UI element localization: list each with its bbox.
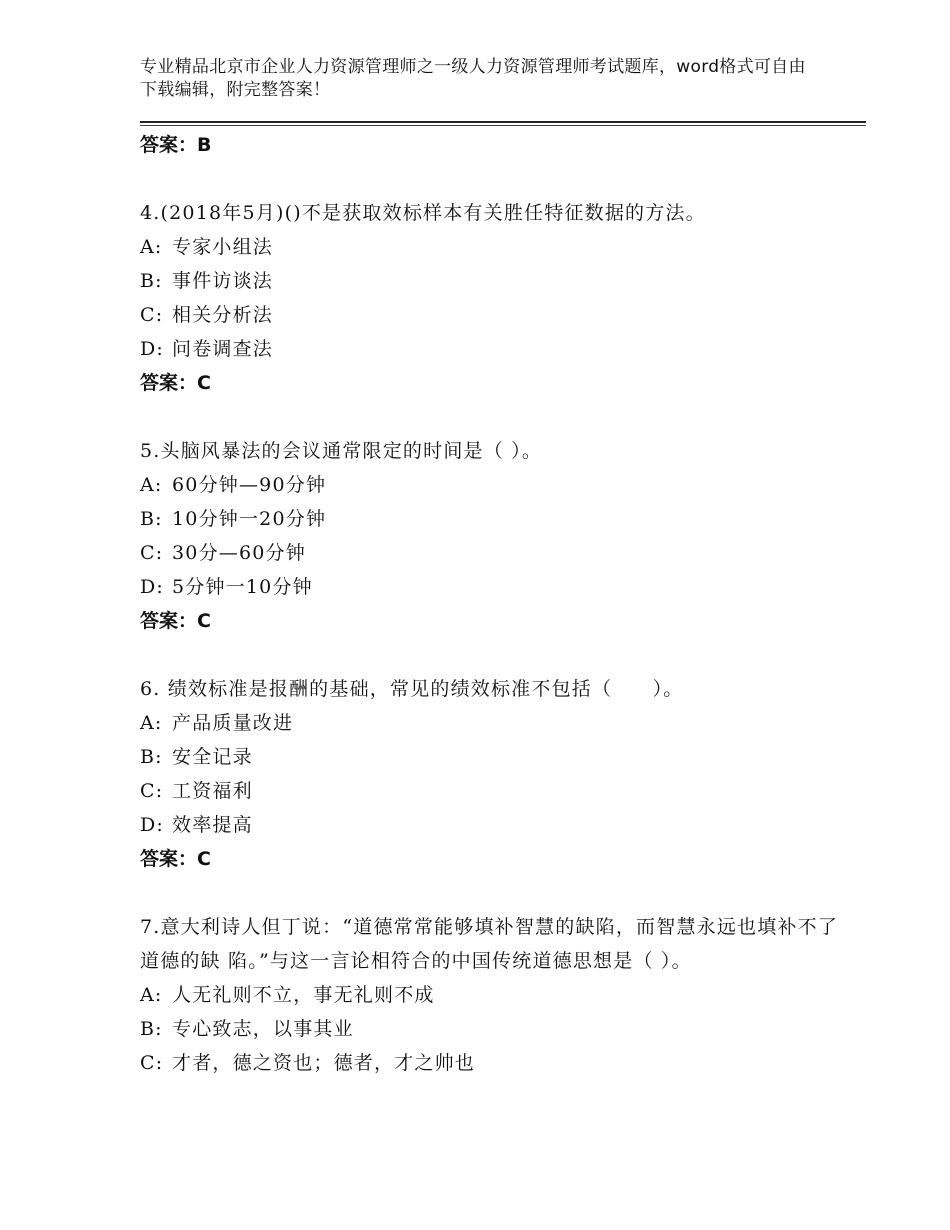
option-a	[140, 230, 840, 264]
option-letter: C:	[140, 542, 164, 564]
option-a	[140, 706, 840, 740]
option-letter: B:	[140, 508, 163, 530]
option-letter: B:	[140, 1018, 163, 1040]
option-letter: A:	[140, 984, 163, 1006]
option-b	[140, 264, 840, 298]
option-c	[140, 298, 840, 332]
option-letter: C:	[140, 1052, 164, 1074]
option-text: 效率提高	[172, 814, 253, 836]
option-text: 专家小组法	[172, 236, 274, 258]
document-content	[140, 128, 840, 1114]
answer-label: 答案：C	[140, 372, 211, 394]
option-b	[140, 502, 840, 536]
answer-label: 答案：C	[140, 848, 211, 870]
question-text: 5.头脑风暴法的会议通常限定的时间是（ ）。	[140, 440, 543, 462]
option-text: 才者，德之资也；德者，才之帅也	[172, 1052, 476, 1074]
option-text: 人无礼则不立，事无礼则不成	[172, 984, 435, 1006]
option-b	[140, 1012, 840, 1046]
header-divider-thin	[140, 125, 866, 126]
header-divider-thick	[140, 121, 866, 123]
option-letter: C:	[140, 780, 164, 802]
option-letter: D:	[140, 814, 165, 836]
answer-label: 答案：B	[140, 134, 212, 156]
option-d	[140, 570, 840, 604]
option-text: 10分钟一20分钟	[172, 508, 327, 530]
option-text: 事件访谈法	[172, 270, 274, 292]
answer-label: 答案：C	[140, 610, 211, 632]
option-c	[140, 774, 840, 808]
option-c	[140, 536, 840, 570]
option-text: 相关分析法	[172, 304, 274, 326]
question-text: 6. 绩效标准是报酬的基础，常见的绩效标准不包括（ ）。	[140, 678, 684, 700]
option-text: 专心致志，以事其业	[172, 1018, 354, 1040]
option-text: 工资福利	[172, 780, 253, 802]
question-text: 7.意大利诗人但丁说：“道德常常能够填补智慧的缺陷，而智慧永远也填补不了道德的缺 陷。”与这一言论相符合的中国传统道德思想是（ ）。	[140, 916, 839, 972]
option-text: 60分钟—90分钟	[172, 474, 327, 496]
question-text: 4.(2018年5月)()不是获取效标样本有关胜任特征数据的方法。	[140, 202, 706, 224]
question-7	[140, 910, 840, 1080]
option-letter: D:	[140, 576, 165, 598]
option-letter: A:	[140, 712, 163, 734]
option-text: 安全记录	[172, 746, 253, 768]
question-6	[140, 672, 840, 876]
option-text: 产品质量改进	[172, 712, 294, 734]
option-b	[140, 740, 840, 774]
option-d	[140, 808, 840, 842]
option-letter: D:	[140, 338, 165, 360]
option-text: 问卷调查法	[172, 338, 274, 360]
question-4	[140, 196, 840, 400]
option-d	[140, 332, 840, 366]
option-letter: B:	[140, 270, 163, 292]
option-c	[140, 1046, 840, 1080]
option-text: 30分—60分钟	[172, 542, 306, 564]
option-a	[140, 468, 840, 502]
page-header: 专业精品北京市企业人力资源管理师之一级人力资源管理师考试题库，word格式可自由下载编辑，附完整答案！	[140, 57, 806, 100]
option-letter: A:	[140, 236, 163, 258]
option-text: 5分钟一10分钟	[172, 576, 313, 598]
option-letter: B:	[140, 746, 163, 768]
option-letter: A:	[140, 474, 163, 496]
option-a	[140, 978, 840, 1012]
option-letter: C:	[140, 304, 164, 326]
question-5	[140, 434, 840, 638]
